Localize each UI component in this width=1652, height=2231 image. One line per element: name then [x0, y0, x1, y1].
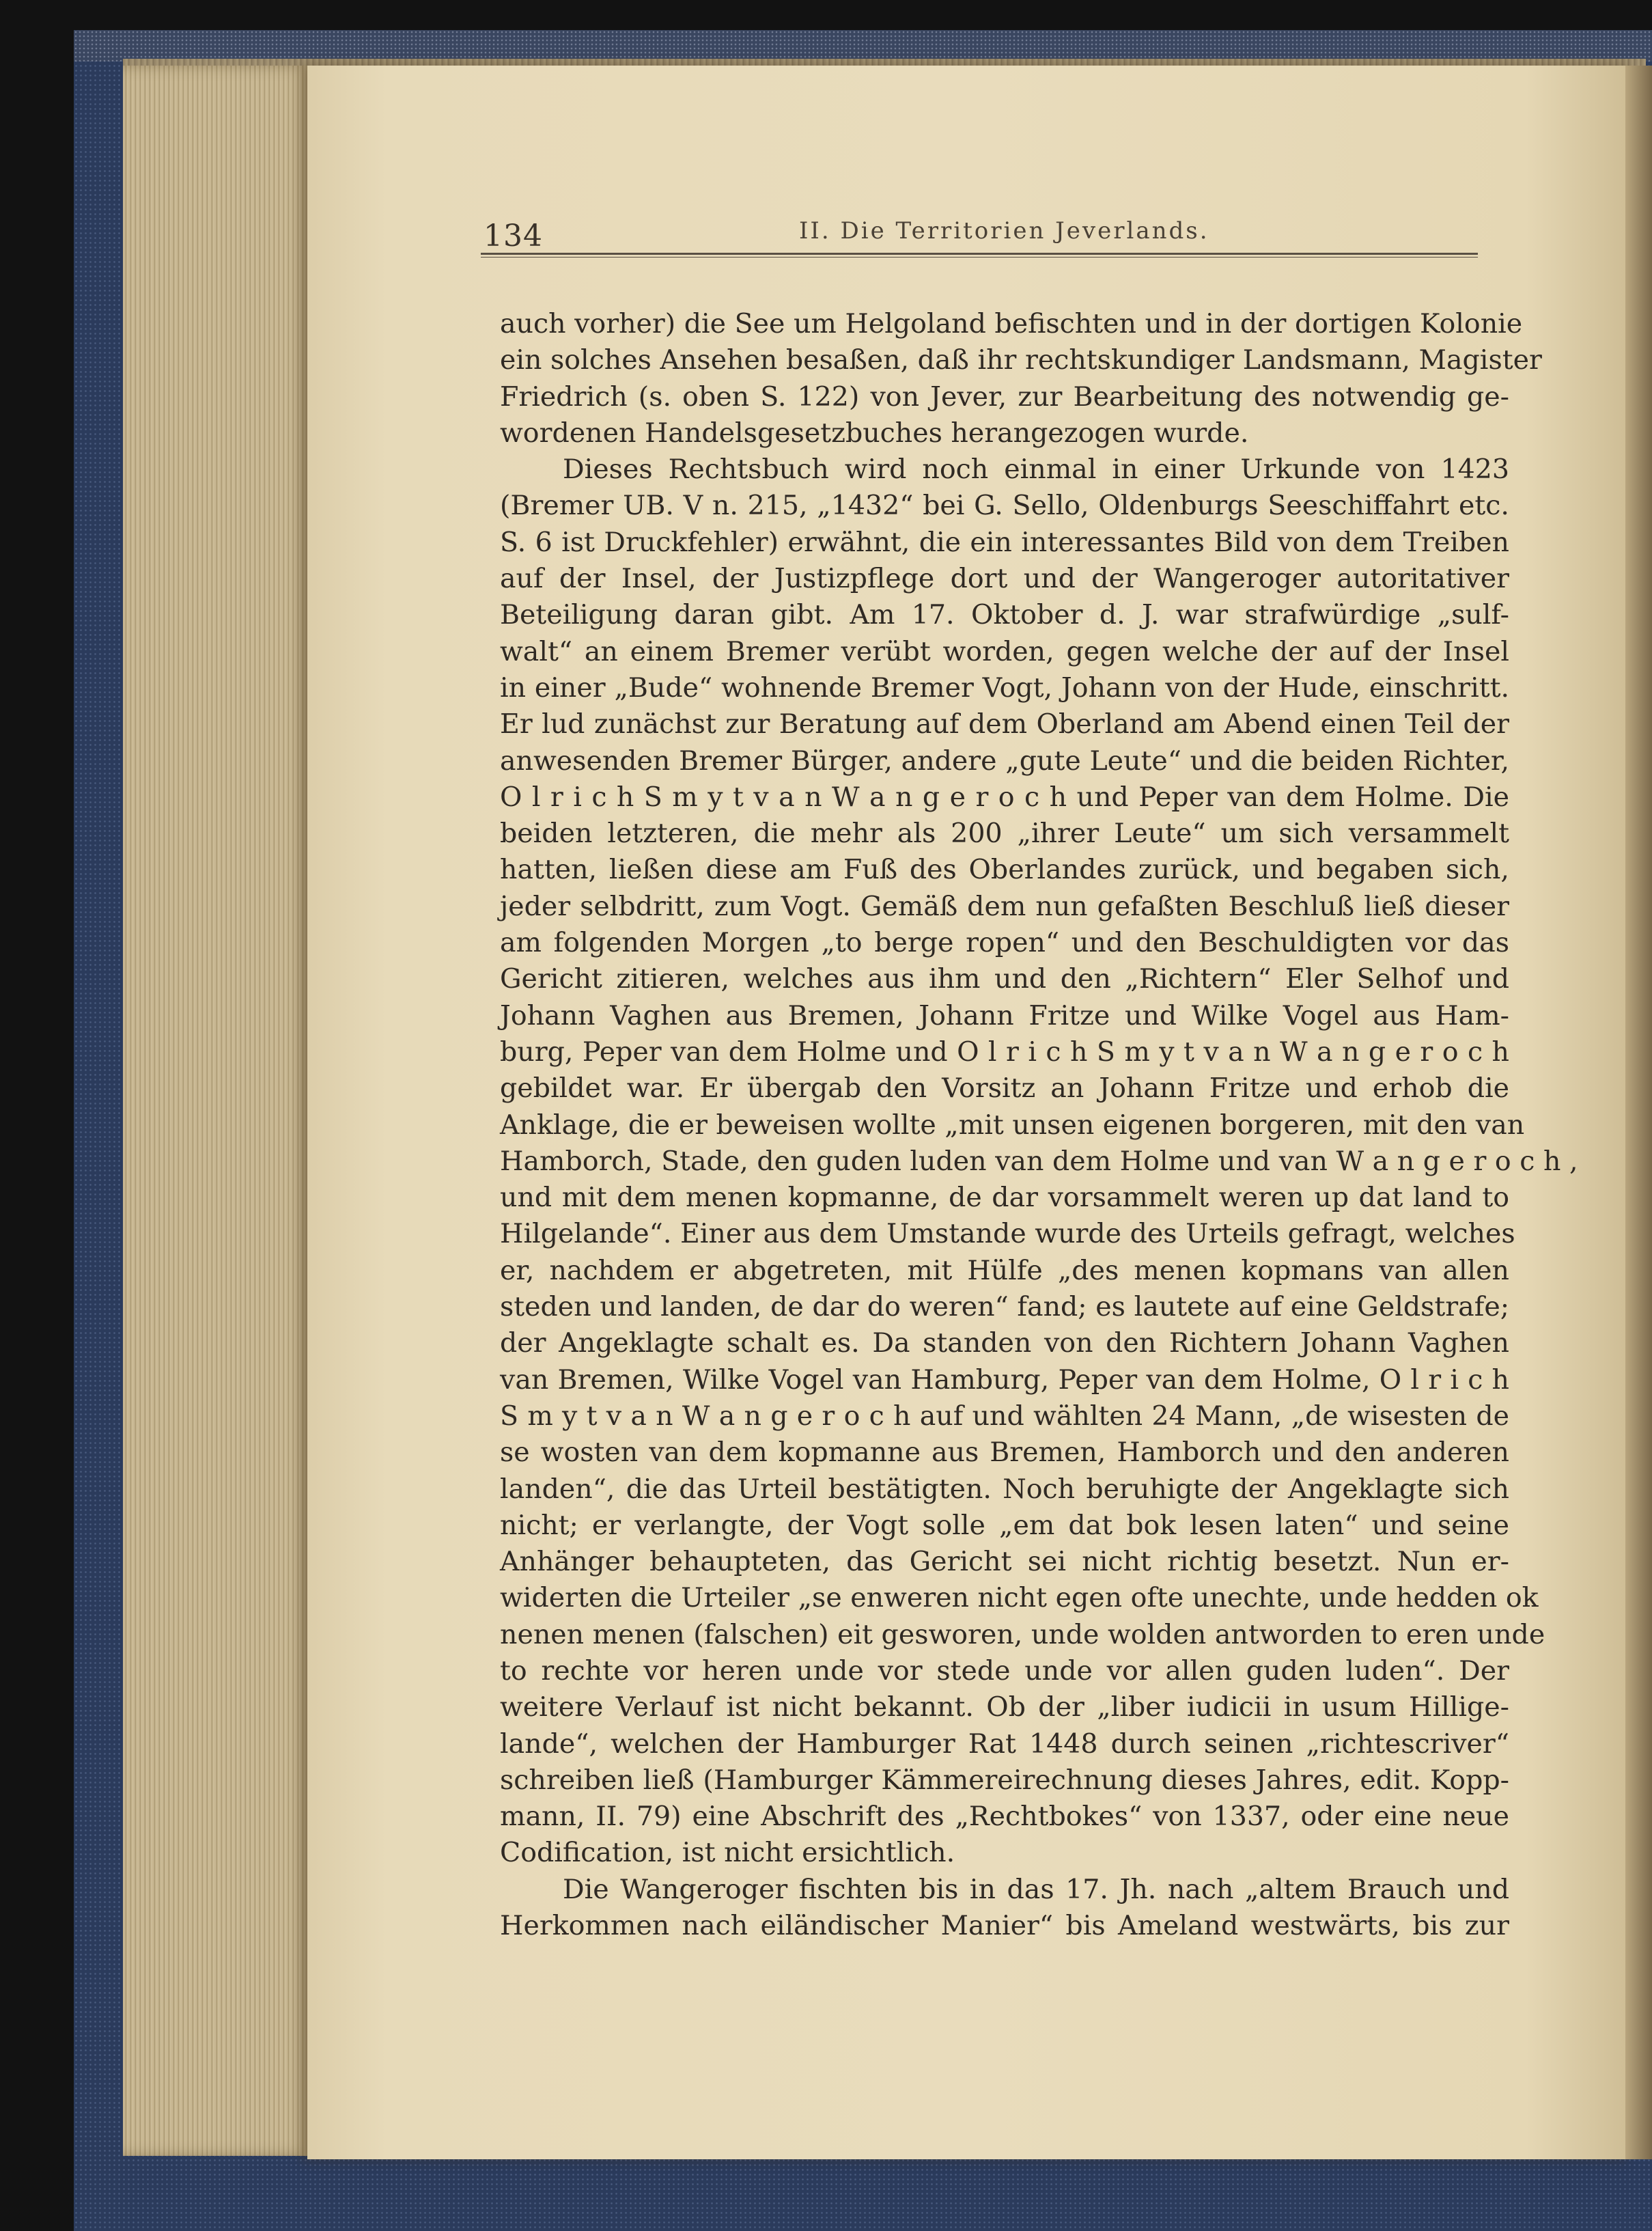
text-line: auf der Insel, der Justizpflege dort und der Wangeroger autoritativer [500, 563, 1509, 595]
text-line: burg, Peper van dem Holme und O l r i c h S m y t v a n W a n g e r o c h [500, 1036, 1509, 1068]
text-line: (Bremer UB. V n. 215, „1432“ bei G. Sello, Oldenburgs Seeschiffahrt etc. [500, 490, 1509, 522]
text-line: Anklage, die er beweisen wollte „mit unsen eigenen borgeren, mit den van [500, 1109, 1525, 1141]
text-line: am folgenden Morgen „to berge ropen“ und den Beschuldigten vor das [500, 927, 1509, 959]
text-line: Herkommen nach eiländischer Manier“ bis Ameland westwärts, bis zur [500, 1910, 1509, 1942]
text-line: nenen menen (falschen) eit gesworen, unde wolden antworden to eren unde [500, 1618, 1545, 1650]
text-line: walt“ an einem Bremer verübt worden, gegen welche der auf der Insel [500, 635, 1509, 667]
text-line: Johann Vaghen aus Bremen, Johann Fritze und Wilke Vogel aus Ham- [500, 999, 1509, 1031]
text-line: Anhänger behaupteten, das Gericht sei nicht richtig besetzt. Nun er- [500, 1546, 1509, 1578]
body-text [500, 306, 1578, 1944]
text-line: to rechte vor heren unde vor stede unde vor allen guden luden“. Der [500, 1654, 1509, 1687]
text-line: Codification, ist nicht ersichtlich. [500, 1837, 955, 1869]
text-line: widerten die Urteiler „se enweren nicht egen ofte unechte, unde hedden ok [500, 1582, 1539, 1614]
page-edge-right [1625, 66, 1652, 2159]
page-edges-left [123, 66, 314, 2156]
text-line: nicht; er verlangte, der Vogt solle „em dat bok lesen laten“ und seine [500, 1509, 1509, 1541]
text-line: Gericht zitieren, welches aus ihm und den „Richtern“ Eler Selhof und [500, 963, 1509, 995]
text-line: beiden letzteren, die mehr als 200 „ihrer Leute“ um sich versammelt [500, 818, 1509, 850]
text-line: Er lud zunächst zur Beratung auf dem Oberland am Abend einen Teil der [500, 708, 1509, 740]
text-line: ein solches Ansehen besaßen, daß ihr rechtskundiger Landsmann, Magister [500, 344, 1542, 376]
text-line: jeder selbdritt, zum Vogt. Gemäß dem nun gefaßten Beschluß ließ dieser [500, 890, 1509, 922]
text-line: anwesenden Bremer Bürger, andere „gute Leute“ und die beiden Richter, [500, 745, 1509, 777]
text-line: wordenen Handelsgesetzbuches herangezogen wurde. [500, 417, 1249, 449]
text-line: Die Wangeroger fischten bis in das 17. Jh. nach „altem Brauch und [563, 1873, 1509, 1905]
text-line: O l r i c h S m y t v a n W a n g e r o c h und Peper van dem Holme. Die [500, 781, 1509, 813]
text-line: Hilgelande“. Einer aus dem Umstande wurde des Urteils gefragt, welches [500, 1218, 1515, 1250]
text-line: steden und landen, de dar do weren“ fand; es lautete auf eine Geldstrafe; [500, 1291, 1509, 1323]
text-line: Beteiligung daran gibt. Am 17. Oktober d. J. war strafwürdige „sulf- [500, 599, 1509, 631]
running-title: II. Die Territorien Jeverlands. [799, 217, 1209, 245]
text-line: van Bremen, Wilke Vogel van Hamburg, Peper van dem Holme, O l r i c h [500, 1363, 1509, 1396]
text-line: und mit dem menen kopmanne, de dar vorsammelt weren up dat land to [500, 1182, 1509, 1214]
text-line: mann, II. 79) eine Abschrift des „Rechtbokes“ von 1337, oder eine neue [500, 1801, 1509, 1833]
book-cover-top-edge [74, 30, 1652, 61]
text-line: S m y t v a n W a n g e r o c h auf und wählten 24 Mann, „de wisesten de [500, 1400, 1509, 1432]
text-line: se wosten van dem kopmanne aus Bremen, Hamborch und den anderen [500, 1437, 1509, 1469]
text-line: er, nachdem er abgetreten, mit Hülfe „des menen kopmans van allen [500, 1254, 1509, 1286]
text-line: Dieses Rechtsbuch wird noch einmal in einer Urkunde von 1423 [563, 454, 1509, 486]
header-rule [481, 253, 1478, 258]
text-line: Hamborch, Stade, den guden luden van dem Holme und van W a n g e r o c h , [500, 1145, 1578, 1177]
text-line: Friedrich (s. oben S. 122) von Jever, zur Bearbeitung des notwendig ge- [500, 380, 1509, 413]
text-line: lande“, welchen der Hamburger Rat 1448 durch seinen „richtescriver“ [500, 1728, 1509, 1760]
page-number: 134 [484, 219, 543, 253]
text-line: in einer „Bude“ wohnende Bremer Vogt, Johann von der Hude, einschritt. [500, 671, 1509, 704]
text-line: hatten, ließen diese am Fuß des Oberlandes zurück, und begaben sich, [500, 854, 1509, 886]
text-line: landen“, die das Urteil bestätigten. Noch beruhigte der Angeklagte sich [500, 1473, 1509, 1505]
text-line: gebildet war. Er übergab den Vorsitz an Johann Fritze und erhob die [500, 1072, 1509, 1105]
text-line: auch vorher) die See um Helgoland befischten und in der dortigen Kolonie [500, 308, 1523, 340]
text-line: S. 6 ist Druckfehler) erwähnt, die ein interessantes Bild von dem Treiben [500, 526, 1509, 558]
text-line: der Angeklagte schalt es. Da standen von den Richtern Johann Vaghen [500, 1327, 1509, 1359]
text-line: weitere Verlauf ist nicht bekannt. Ob der „liber iudicii in usum Hillige- [500, 1691, 1509, 1723]
text-line: schreiben ließ (Hamburger Kämmereirechnung dieses Jahres, edit. Kopp- [500, 1764, 1509, 1796]
